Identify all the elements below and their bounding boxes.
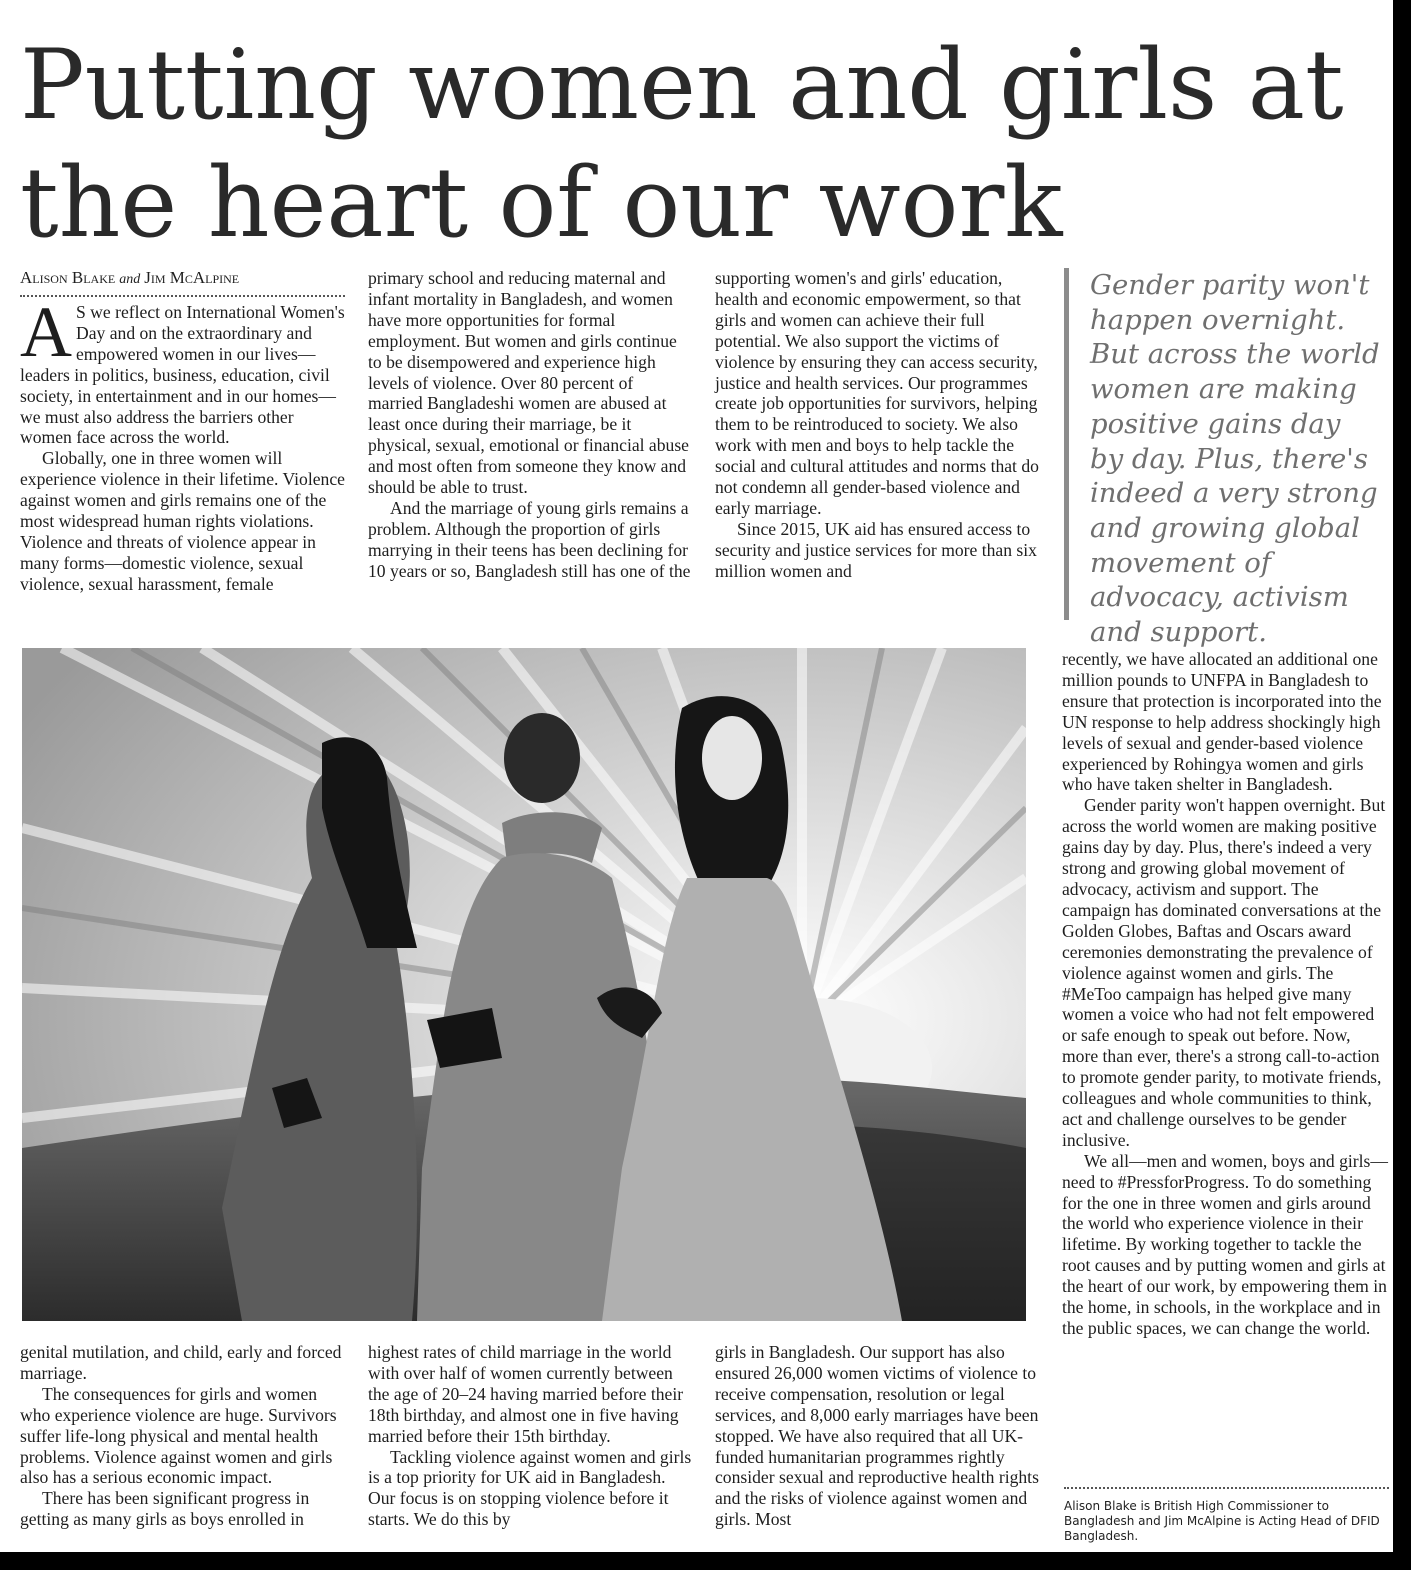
paragraph: highest rates of child marriage in the world with over half of women currently between the age of 20–24 having married before their 18th birthday, and almost one in five having married before their 15th birthday. [368, 1342, 684, 1446]
column-2-bottom [368, 1342, 692, 1530]
column-1-bottom [20, 1342, 346, 1530]
paragraph: recently, we have allocated an additional one million pounds to UNFPA in Bangladesh to ensure that protection is incorporated into the UN response to help address shockingly high levels of sexual and gender-based violence experienced by Rohingya women and girls who have taken shelter in Bangladesh. [1062, 649, 1382, 795]
pull-quote: Gender parity won't happen overnight. But across the world women are making positive gains day by day. Plus, there's indeed a very strong and growing global movement of advocacy, activism and support. [1064, 268, 1382, 620]
scan-border-bottom [0, 1552, 1411, 1570]
column-1-top [20, 292, 346, 595]
byline-author-2: Jim McAlpine [144, 268, 240, 287]
paragraph: Tackling violence against women and girls is a top priority for UK aid in Bangladesh. Our focus is on stopping violence before it starts. We do this by [368, 1446, 692, 1530]
byline-author-1: Alison Blake [20, 268, 116, 287]
headline: Putting women and girls at the heart of our work [20, 29, 1344, 259]
column-3-top [715, 268, 1043, 582]
column-3-bottom [715, 1342, 1043, 1530]
lead-paragraph-text: S we reflect on International Women's Day and on the extraordinary and empowered women in our lives—leaders in politics, business, education, civil society, in entertainment and in our homes—we must also address the barriers other women face across the world. [20, 302, 345, 448]
paragraph: genital mutilation, and child, early and forced marriage. [20, 1342, 342, 1383]
column-2-top [368, 268, 692, 582]
drop-cap: A [20, 292, 72, 372]
paragraph: supporting women's and girls' education, health and economic empowerment, so that girls and women can achieve their full potential. We also support the victims of violence by ensuring they can access security, justice and health services. Our programmes create job opportunities for survivors, helping them to be reintroduced to society. We also work with men and boys to help tackle the social and cultural attitudes and norms that do not condemn all gender-based violence and early marriage. [715, 268, 1039, 518]
painting-illustration [22, 648, 1026, 1321]
scan-border-right [1393, 0, 1411, 1570]
byline-conjunction: and [119, 272, 141, 287]
paragraph: The consequences for girls and women who experience violence are huge. Survivors suffer life-long physical and mental health problems. Violence against women and girls also has a serious economic impact. [20, 1383, 337, 1488]
paragraph: Globally, one in three women will experience violence in their lifetime. Violence against women and girls remains one of the most widespread human rights violations. Violence and threats of violence appear in many forms—domestic violence, sexual violence, sexual harassment, female [20, 448, 345, 594]
paragraph: There has been significant progress in getting as many girls as boys enrolled in [20, 1488, 310, 1530]
paragraph: Since 2015, UK aid has ensured access to security and justice services for more than six million women and [715, 518, 1037, 581]
paragraph: girls in Bangladesh. Our support has also ensured 26,000 women victims of violence to receive compensation, resolution or legal services, and 8,000 early marriages have been stopped. We have also required that all UK-funded humanitarian programmes rightly consider sexual and reproductive health rights and the risks of violence against women and girls. Most [715, 1342, 1039, 1530]
paragraph: Gender parity won't happen overnight. But across the world women are making positive gains day by day. Plus, there's indeed a very strong and growing global movement of advocacy, activism and support. The campaign has dominated conversations at the Golden Globes, Baftas and Oscars award ceremonies demonstrating the prevalence of violence against women and girls. The #MeToo campaign has helped give many women a voice who had not felt empowered or safe enough to speak out before. Now, more than ever, there's a strong call-to-action to promote gender parity, to motivate friends, colleagues and whole communities to think, act and challenge ourselves to be gender inclusive. [1062, 795, 1386, 1150]
paragraph: primary school and reducing maternal and infant mortality in Bangladesh, and women have more opportunities for formal employment. But women and girls continue to be disempowered and experience high levels of violence. Over 80 percent of married Bangladeshi women are abused at least once during their marriage, be it physical, sexual, emotional or financial abuse and most often from someone they know and should be able to trust. [368, 268, 689, 498]
painting-three-women [22, 648, 1026, 1321]
paragraph: We all—men and women, boys and girls—need to #PressforProgress. To do something for the one in three women and girls around the world who experience violence in their lifetime. By working together to tackle the root causes and by putting women and girls at the heart of our work, by empowering them in the home, in schools, in the workplace and in the public spaces, we can change the world. [1062, 1150, 1388, 1338]
author-bio: Alison Blake is British High Commissioner to Bangladesh and Jim McAlpine is Acting Head of DFID Bangladesh. [1064, 1487, 1389, 1544]
lead-paragraph [20, 292, 346, 448]
paragraph: And the marriage of young girls remains a problem. Although the proportion of girls marrying in their teens has been declining for 10 years or so, Bangladesh still has one of the [368, 497, 691, 581]
column-4 [1062, 649, 1390, 1339]
